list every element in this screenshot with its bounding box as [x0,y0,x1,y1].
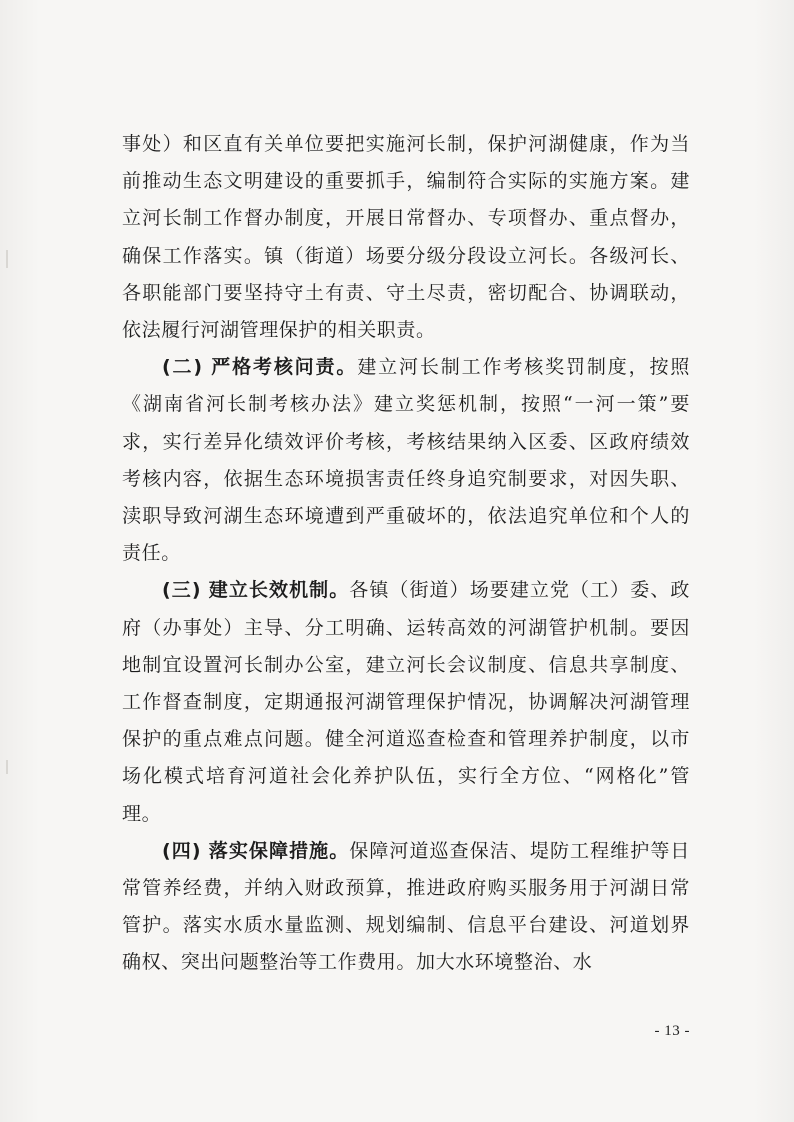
scan-edge-mark [6,250,8,268]
paragraph-4-text: 保障河道巡查保洁、堤防工程维护等日常管养经费，并纳入财政预算，推进政府购买服务用于河湖日常管护。落实水质水量监测、规划编制、信息平台建设、河道划界确权、突出问题整治等工作费用。加大水环境整治、水 [122,839,690,974]
paragraph-1 [122,126,690,349]
paragraph-4-heading: (四) 落实保障措施。 [162,839,350,862]
paragraph-4 [122,833,690,982]
paragraph-3-heading: (三) 建立长效机制。 [162,579,350,602]
paragraph-3 [122,572,690,832]
scan-edge-mark [6,760,8,774]
page-number: - 13 - [654,1023,690,1039]
paragraph-3-text: 各镇（街道）场要建立党（工）委、政府（办事处）主导、分工明确、运转高效的河湖管护机制。要因地制宜设置河长制办公室，建立河长会议制度、信息共享制度、工作督查制度，定期通报河湖管理保护情况，协调解决河湖管理保护的重点难点问题。健全河道巡查检查和管理养护制度，以市场化模式培育河道社会化养护队伍，实行全方位、“网格化”管理。 [122,579,690,825]
paragraph-1-text: 事处）和区直有关单位要把实施河长制，保护河湖健康，作为当前推动生态文明建设的重要抓手，编制符合实际的实施方案。建立河长制工作督办制度，开展日常督办、专项督办、重点督办，确保工作落实。镇（街道）场要分级分段设立河长。各级河长、各职能部门要坚持守土有责、守土尽责，密切配合、协调联动，依法履行河湖管理保护的相关职责。 [122,133,690,342]
paragraph-2-heading: (二) 严格考核问责。 [162,356,358,379]
paragraph-2 [122,349,690,572]
paragraph-2-text: 建立河长制工作考核奖罚制度，按照《湖南省河长制考核办法》建立奖惩机制，按照“一河一策”要求，实行差异化绩效评价考核，考核结果纳入区委、区政府绩效考核内容，依据生态环境损害责任终身追究制要求，对因失职、渎职导致河湖生态环境遭到严重破坏的，依法追究单位和个人的责任。 [122,356,690,565]
document-body [122,126,690,982]
